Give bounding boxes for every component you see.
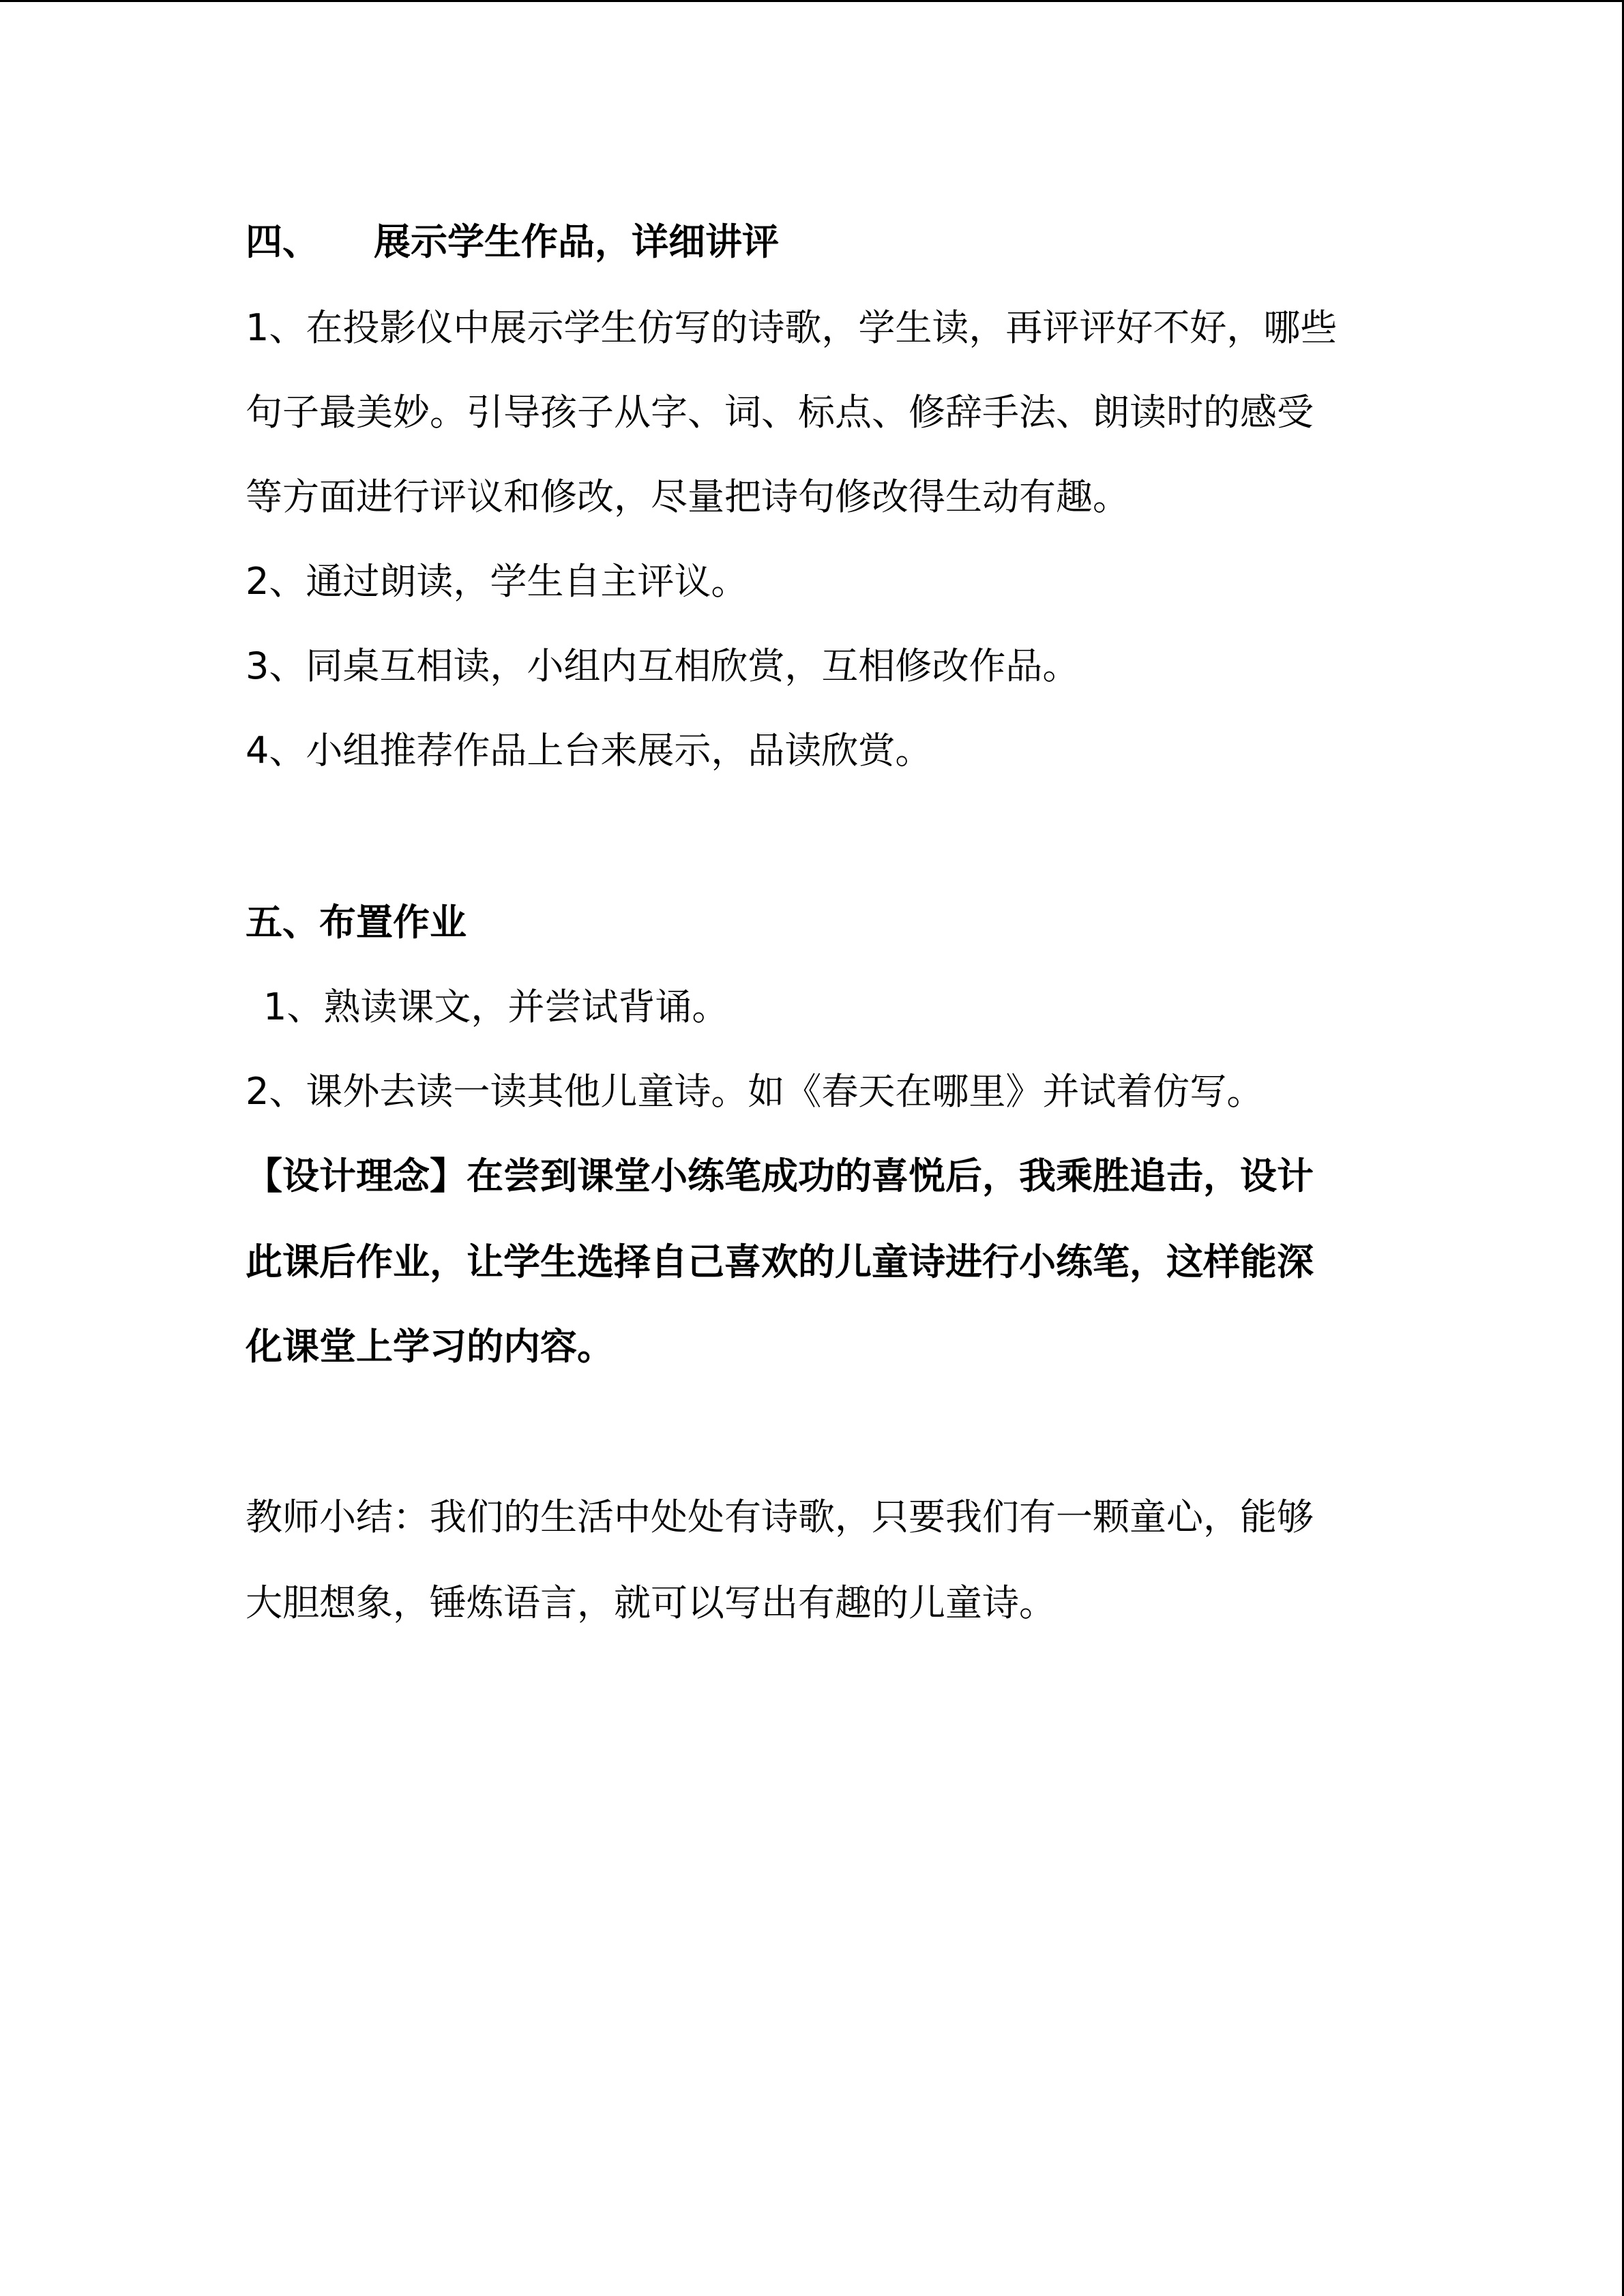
section-four-line-6: 4、小组推荐作品上台来展示，品读欣赏。 [246, 729, 932, 772]
section-four-number: 四、 [246, 220, 319, 263]
section-five-line-2: 2、课外去读一读其他儿童诗。如《春天在哪里》并试着仿写。 [246, 1070, 1264, 1113]
section-four-title: 展示学生作品，详细讲评 [374, 220, 779, 263]
section-four-heading [246, 218, 779, 266]
design-concept-line-2: 此课后作业，让学生选择自己喜欢的儿童诗进行小练笔，这样能深 [246, 1240, 1314, 1283]
section-five-line-1: 1、熟读课文，并尝试背诵。 [263, 985, 729, 1028]
design-concept-line-1: 【设计理念】在尝到课堂小练笔成功的喜悦后，我乘胜追击，设计 [246, 1154, 1314, 1197]
section-four-line-4: 2、通过朗读，学生自主评议。 [246, 560, 748, 603]
section-four-line-3: 等方面进行评议和修改，尽量把诗句修改得生动有趣。 [246, 475, 1130, 518]
design-concept-line-3: 化课堂上学习的内容。 [246, 1325, 614, 1368]
section-four-line-2: 句子最美妙。引导孩子从字、词、标点、修辞手法、朗读时的感受 [246, 391, 1314, 434]
section-four-line-5: 3、同桌互相读，小组内互相欣赏，互相修改作品。 [246, 644, 1080, 687]
section-four-line-1: 1、在投影仪中展示学生仿写的诗歌，学生读，再评评好不好，哪些 [246, 306, 1338, 349]
summary-line-1: 教师小结：我们的生活中处处有诗歌，只要我们有一颗童心，能够 [246, 1495, 1314, 1538]
section-five-heading: 五、布置作业 [246, 901, 467, 944]
summary-line-2: 大胆想象，锤炼语言，就可以写出有趣的儿童诗。 [246, 1581, 1056, 1624]
page-top-border [0, 0, 1624, 2]
